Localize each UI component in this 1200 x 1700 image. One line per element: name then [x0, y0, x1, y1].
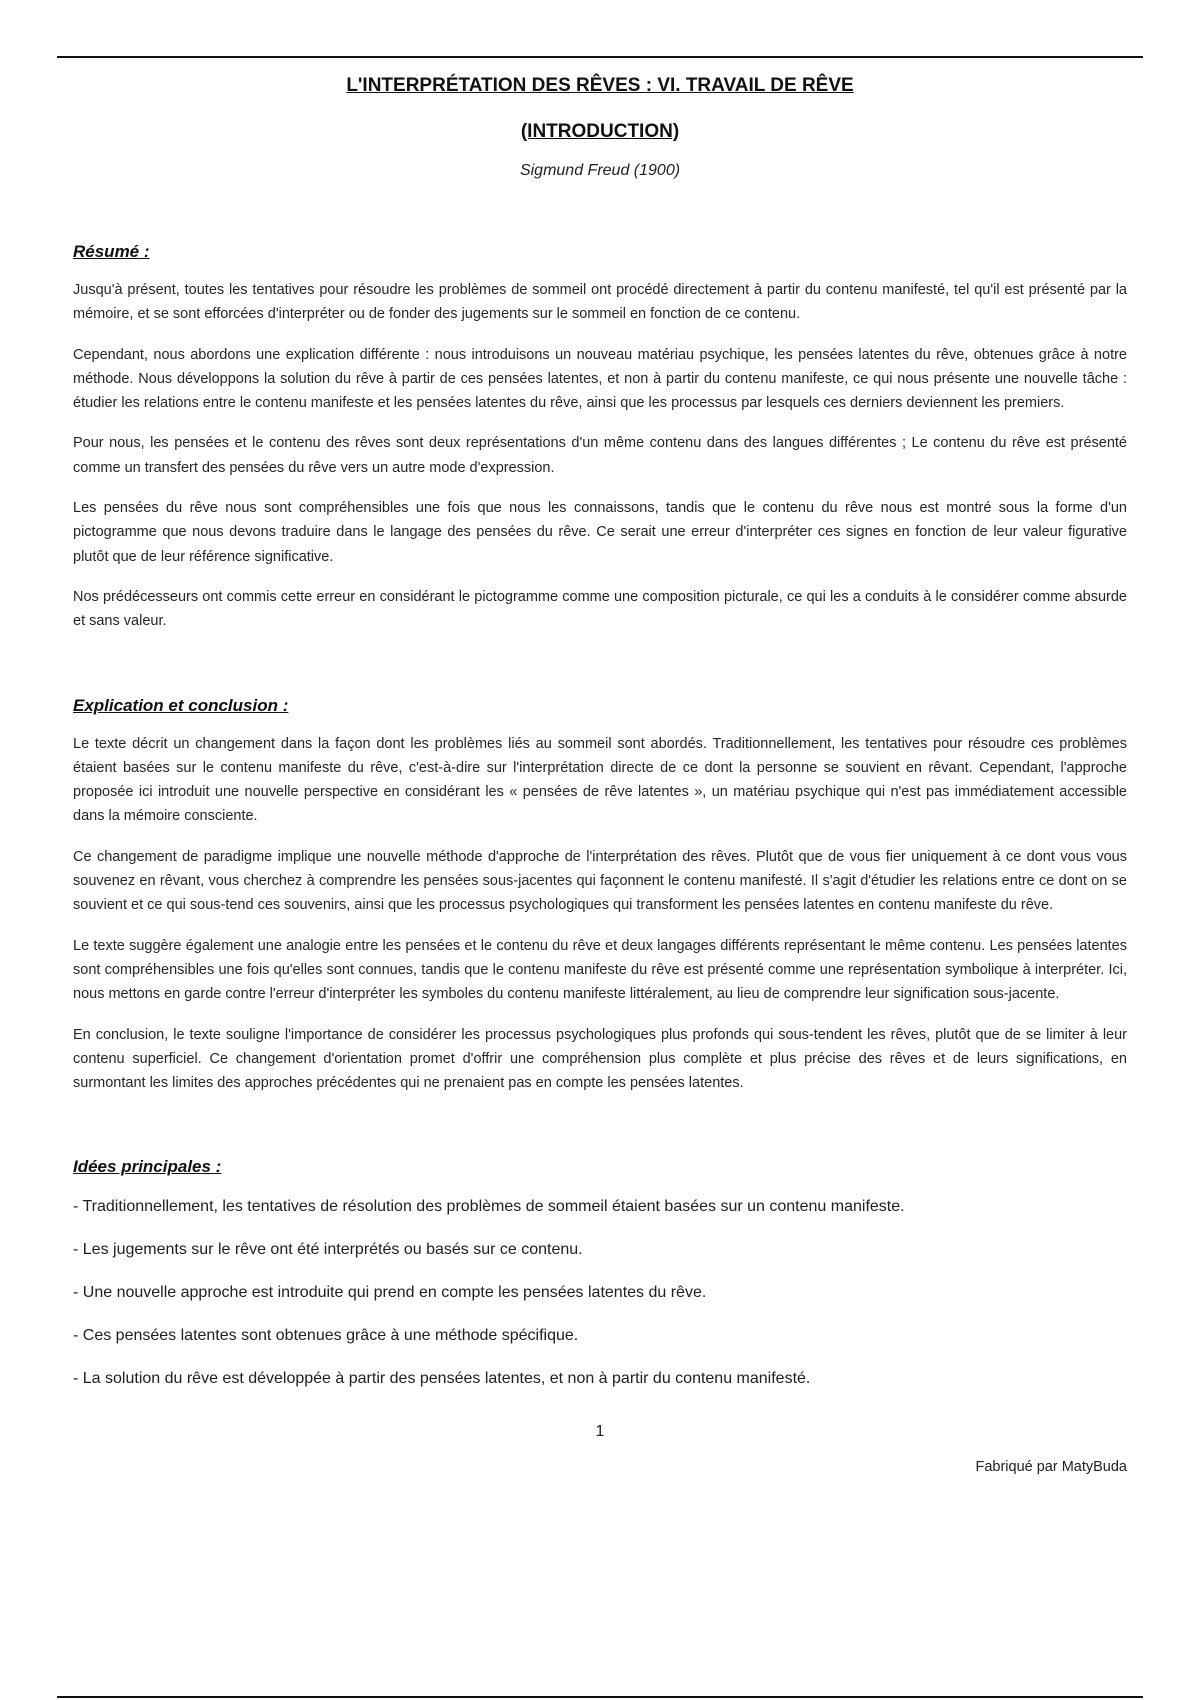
idea-item: - Les jugements sur le rêve ont été interprétés ou basés sur ce contenu.	[73, 1241, 583, 1259]
document-title: L'INTERPRÉTATION DES RÊVES : VI. TRAVAIL DE RÊVE	[346, 75, 854, 96]
document-subtitle: (INTRODUCTION)	[520, 121, 680, 142]
resume-paragraph: Jusqu'à présent, toutes les tentatives pour résoudre les problèmes de sommeil ont procédé directement à partir du contenu manifesté, tel qu'il est présenté par la mémoire, et se sont efforcées d'interpréter ou de fonder des jugements sur le sommeil en fonction de ce contenu.	[73, 282, 1127, 323]
top-rule	[57, 56, 1143, 58]
document-author: Sigmund Freud (1900)	[519, 162, 681, 179]
resume-paragraph: Cependant, nous abordons une explication différente : nous introduisons un nouveau matériau psychique, les pensées latentes du rêve, obtenues grâce à notre méthode. Nous développons la solution du rêve à partir de ces pensées latentes, et non à partir du contenu manifeste, ce qui nous présente une nouvelle tâche : étudier les relations entre le contenu manifeste et les pensées latentes du rêve, ainsi que les processus par lesquels ces derniers deviennent les premiers.	[73, 346, 1127, 412]
bottom-rule	[57, 1696, 1143, 1698]
resume-heading: Résumé :	[73, 242, 150, 261]
explication-paragraph: Le texte suggère également une analogie entre les pensées et le contenu du rêve et deux langages différents représentant le même contenu. Les pensées latentes sont compréhensibles une fois qu'elles sont connues, tandis que le contenu manifeste du rêve est présenté comme une représentation symbolique à interpréter. Ici, nous mettons en garde contre l'erreur d'interpréter les symboles du contenu manifeste littéralement, au lieu de comprendre leur signification sous-jacente.	[73, 937, 1127, 1003]
resume-paragraph: Pour nous, les pensées et le contenu des rêves sont deux représentations d'un même contenu dans des langues différentes ; Le contenu du rêve est présenté comme un transfert des pensées du rêve vers un autre mode d'expression.	[73, 435, 1127, 476]
resume-paragraph: Les pensées du rêve nous sont compréhensibles une fois que nous les connaissons, tandis que le contenu du rêve nous est montré sous la forme d'un pictogramme que nous devons traduire dans le langage des pensées du rêve. Ce serait une erreur d'interpréter ces signes en fonction de leur valeur figurative plutôt que de leur référence significative.	[73, 500, 1127, 565]
idea-item: - Ces pensées latentes sont obtenues grâce à une méthode spécifique.	[73, 1327, 579, 1345]
document-page	[73, 72, 1127, 1477]
idees-heading: Idées principales :	[73, 1157, 222, 1177]
explication-paragraph: Ce changement de paradigme implique une nouvelle méthode d'approche de l'interprétation des rêves. Plutôt que de vous fier uniquement à ce dont vous vous souvenez en rêvant, vous cherchez à comprendre les pensées sous-jacentes qui façonnent le contenu manifesté. Il s'agit d'étudier les relations entre ce dont on se souvient et ce qui sous-tend ces souvenirs, ainsi que les processus psychologiques qui transforment les pensées latentes en contenu manifeste du rêve.	[73, 848, 1127, 914]
idees-section	[73, 1155, 1127, 1391]
idea-item: - Traditionnellement, les tentatives de résolution des problèmes de sommeil étaient basées sur un contenu manifeste.	[73, 1198, 905, 1216]
explication-paragraph: Le texte décrit un changement dans la façon dont les problèmes liés au sommeil sont abordés. Traditionnellement, les tentatives pour résoudre ces problèmes étaient basées sur le contenu manifeste du rêve, c'est-à-dire sur l'interprétation directe de ce dont la personne se souvient en rêvant. Cependant, l'approche proposée ici introduit une nouvelle perspective en considérant les « pensées de rêve latentes », un matériau psychique qui n'est pas immédiatement accessible dans la mémoire consciente.	[73, 735, 1127, 825]
resume-paragraph: Nos prédécesseurs ont commis cette erreur en considérant le pictogramme comme une composition picturale, ce qui les a conduits à le considérer comme absurde et sans valeur.	[73, 588, 1127, 630]
resume-section	[73, 240, 1127, 634]
idea-item: - La solution du rêve est développée à partir des pensées latentes, et non à partir du contenu manifesté.	[73, 1370, 811, 1388]
explication-heading: Explication et conclusion :	[73, 695, 289, 715]
credit-line: Fabriqué par MatyBuda	[975, 1459, 1127, 1476]
page-number: 1	[595, 1423, 605, 1441]
idea-item: - Une nouvelle approche est introduite qui prend en compte les pensées latentes du rêve.	[73, 1284, 707, 1302]
explication-paragraph: En conclusion, le texte souligne l'importance de considérer les processus psychologiques plus profonds qui sous-tendent les rêves, plutôt que de se limiter à leur contenu superficiel. Ce changement d'orientation promet d'offrir une compréhension plus complète et plus précise des rêves et de leurs significations, en surmontant les limites des approches précédentes qui ne prenaient pas en compte les pensées latentes.	[73, 1026, 1127, 1092]
explication-section	[73, 694, 1127, 1096]
